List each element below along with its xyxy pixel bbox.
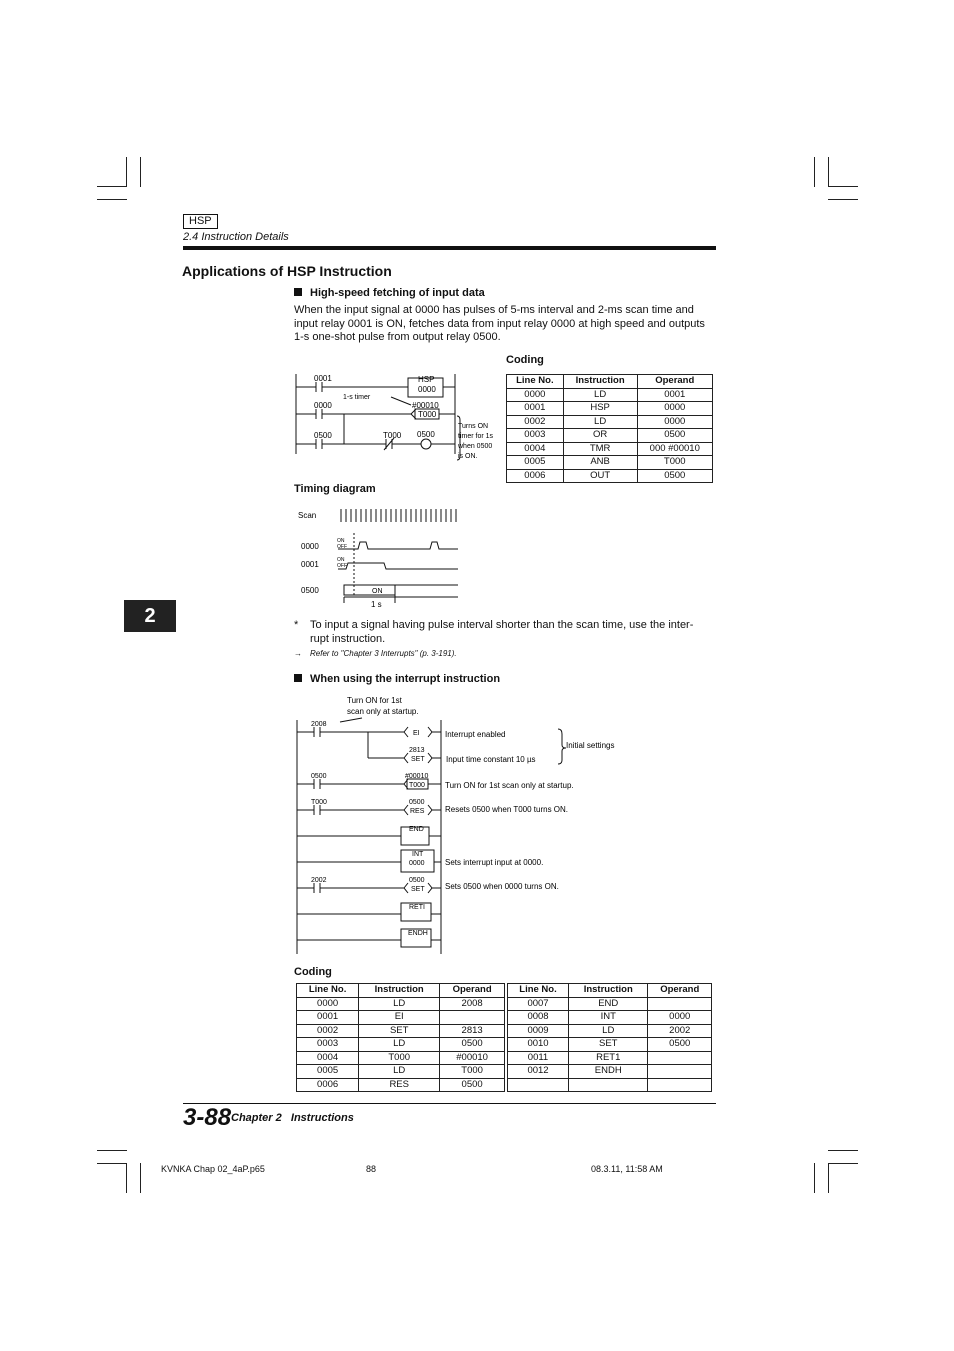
table-header-row: Line No. Instruction Operand [507, 375, 713, 389]
footer-date: 08.3.11, 11:58 AM [591, 1164, 663, 1174]
initial-settings: Initial settings [566, 741, 615, 750]
footer-num: 88 [366, 1164, 377, 1174]
set-note: Input time constant 10 µs [446, 755, 536, 764]
set2-note: Sets 0500 when 0000 turns ON. [445, 882, 559, 891]
contact-0500: 0500 [311, 773, 327, 780]
contact-2002: 2002 [311, 877, 327, 884]
end-op: END [409, 826, 424, 833]
page-number: 3-88 [183, 1104, 232, 1131]
page-title: Applications of HSP Instruction [182, 263, 392, 279]
timer-id: T000 [418, 410, 437, 419]
coding-table-1 [506, 374, 713, 483]
table-row: 0001 EI [297, 1011, 505, 1025]
reference-icon: → [294, 649, 302, 658]
hsp-val: 0000 [418, 385, 436, 394]
on-label: ON [337, 557, 345, 563]
scan-ticks [341, 509, 456, 522]
ladder-note: Turns ON [458, 423, 489, 430]
table-row: 0002 LD 0000 [507, 415, 713, 429]
table-row: 0008 INT 0000 [508, 1011, 712, 1025]
contact-t000: T000 [383, 431, 402, 440]
on-box-label: ON [372, 588, 383, 595]
hsp-op: HSP [418, 375, 435, 384]
table-row: 0003 OR 0500 [507, 429, 713, 443]
duration-label: 1 s [371, 600, 382, 609]
table-row: 0003 LD 0500 [297, 1038, 505, 1052]
timing-label: Timing diagram [294, 483, 376, 495]
table-row: 0006 RES 0500 [297, 1078, 505, 1092]
crop-mark [814, 157, 815, 187]
coil-0500: 0500 [417, 430, 435, 439]
coding-label: Coding [506, 354, 544, 366]
reference-note: Refer to "Chapter 3 Interrupts" (p. 3-191). [310, 649, 457, 658]
table-row: 0011 RET1 [508, 1051, 712, 1065]
contact-2008: 2008 [311, 721, 327, 728]
contact-0000: 0000 [314, 401, 332, 410]
table-row: 0000 LD 2008 [297, 997, 505, 1011]
table-header-row: Line No. Instruction Operand [508, 984, 712, 998]
section-paragraph: When the input signal at 0000 has pulses of 5-ms interval and 2-ms scan time and input relay 0001 is ON, fetches data from input relay 0000 at high speed and outputs 1-s one-shot pulse from output relay 0500. [294, 304, 705, 343]
int-val: 0000 [409, 860, 425, 867]
crop-mark [126, 157, 127, 187]
chapter-footer: Chapter 2 Instructions [231, 1112, 354, 1124]
table-row: 0000 LD 0001 [507, 388, 713, 402]
table-row: 0002 SET 2813 [297, 1024, 505, 1038]
crop-mark [828, 199, 858, 200]
section-breadcrumb: 2.4 Instruction Details [183, 231, 289, 243]
table-row: 0010 SET 0500 [508, 1038, 712, 1052]
header-rule [183, 246, 716, 250]
crop-mark [814, 1163, 815, 1193]
note-star: * [294, 619, 299, 631]
reti-op: RETI [409, 904, 425, 911]
ladder-note: Turn ON for 1st [347, 696, 402, 705]
table-row: 0007 END [508, 997, 712, 1011]
header-tag: HSP [183, 214, 218, 229]
relay-2813: 2813 [409, 747, 425, 754]
res-note: Resets 0500 when T000 turns ON. [445, 805, 569, 814]
res-val: 0500 [409, 799, 425, 806]
timing-0001: 0001 [301, 560, 319, 569]
table-row: 0005 LD T000 [297, 1065, 505, 1079]
table-row: 0005 ANB T000 [507, 456, 713, 470]
table-row [508, 1078, 712, 1092]
crop-mark [97, 1163, 127, 1164]
timing-scan: Scan [298, 511, 317, 520]
bullet-square-icon [294, 288, 302, 296]
ei-op: EI [413, 730, 420, 737]
ei-note: Interrupt enabled [445, 730, 506, 739]
section-heading-hsp: High-speed fetching of input data [294, 287, 485, 299]
crop-mark [828, 157, 829, 187]
timer-val: #00010 [412, 401, 439, 410]
crop-mark [140, 157, 141, 187]
contact-0001: 0001 [314, 374, 332, 383]
crop-mark [97, 1150, 127, 1151]
coding-label-2: Coding [294, 966, 332, 978]
timer-id: T000 [409, 782, 425, 789]
off-label: OFF [337, 563, 347, 569]
crop-mark [97, 199, 127, 200]
ladder-diagram-interrupt [294, 692, 634, 958]
timing-0000: 0000 [301, 542, 319, 551]
bullet-square-icon [294, 674, 302, 682]
set2-val: 0500 [409, 877, 425, 884]
table-row: 0006 OUT 0500 [507, 469, 713, 483]
ladder-note: timer for 1s [458, 433, 494, 440]
int-note: Sets interrupt input at 0000. [445, 858, 544, 867]
timer-note: 1-s timer [343, 394, 371, 401]
crop-mark [828, 186, 858, 187]
chapter-tab: 2 [124, 600, 176, 632]
timer-val: #00010 [405, 773, 429, 780]
crop-mark [828, 1163, 829, 1193]
ladder-note: scan only at startup. [347, 707, 419, 716]
note-text: To input a signal having pulse interval shorter than the scan time, use the inter- rupt instruction. [310, 619, 694, 645]
footer-rule [183, 1103, 716, 1104]
table-row: 0001 HSP 0000 [507, 402, 713, 416]
ladder-note: when 0500 [458, 443, 493, 450]
timing-diagram [296, 505, 466, 610]
table-row: 0004 TMR 000 #00010 [507, 442, 713, 456]
contact-t000: T000 [311, 799, 327, 806]
set-op: SET [411, 756, 425, 763]
table-header-row: Line No. Instruction Operand [297, 984, 505, 998]
contact-0500: 0500 [314, 431, 332, 440]
table-row: 0004 T000 #00010 [297, 1051, 505, 1065]
coding-table-2-left [296, 983, 505, 1092]
footer-file: KVNKA Chap 02_4aP.p65 [161, 1164, 265, 1174]
on-label: ON [337, 538, 345, 544]
crop-mark [97, 186, 127, 187]
timer-note: Turn ON for 1st scan only at startup. [445, 781, 574, 790]
crop-mark [828, 1163, 858, 1164]
ladder-note: is ON. [458, 453, 478, 460]
table-row: 0009 LD 2002 [508, 1024, 712, 1038]
crop-mark [828, 1150, 858, 1151]
crop-mark [126, 1163, 127, 1193]
endh-op: ENDH [408, 930, 428, 937]
timing-0500: 0500 [301, 586, 319, 595]
coding-table-2-right [507, 983, 712, 1092]
table-row: 0012 ENDH [508, 1065, 712, 1079]
crop-mark [140, 1163, 141, 1193]
ladder-diagram-hsp [294, 368, 504, 468]
section-heading-interrupt: When using the interrupt instruction [294, 673, 500, 685]
res-op: RES [410, 808, 425, 815]
int-op: INT [412, 851, 424, 858]
off-label: OFF [337, 544, 347, 550]
set2-op: SET [411, 886, 425, 893]
